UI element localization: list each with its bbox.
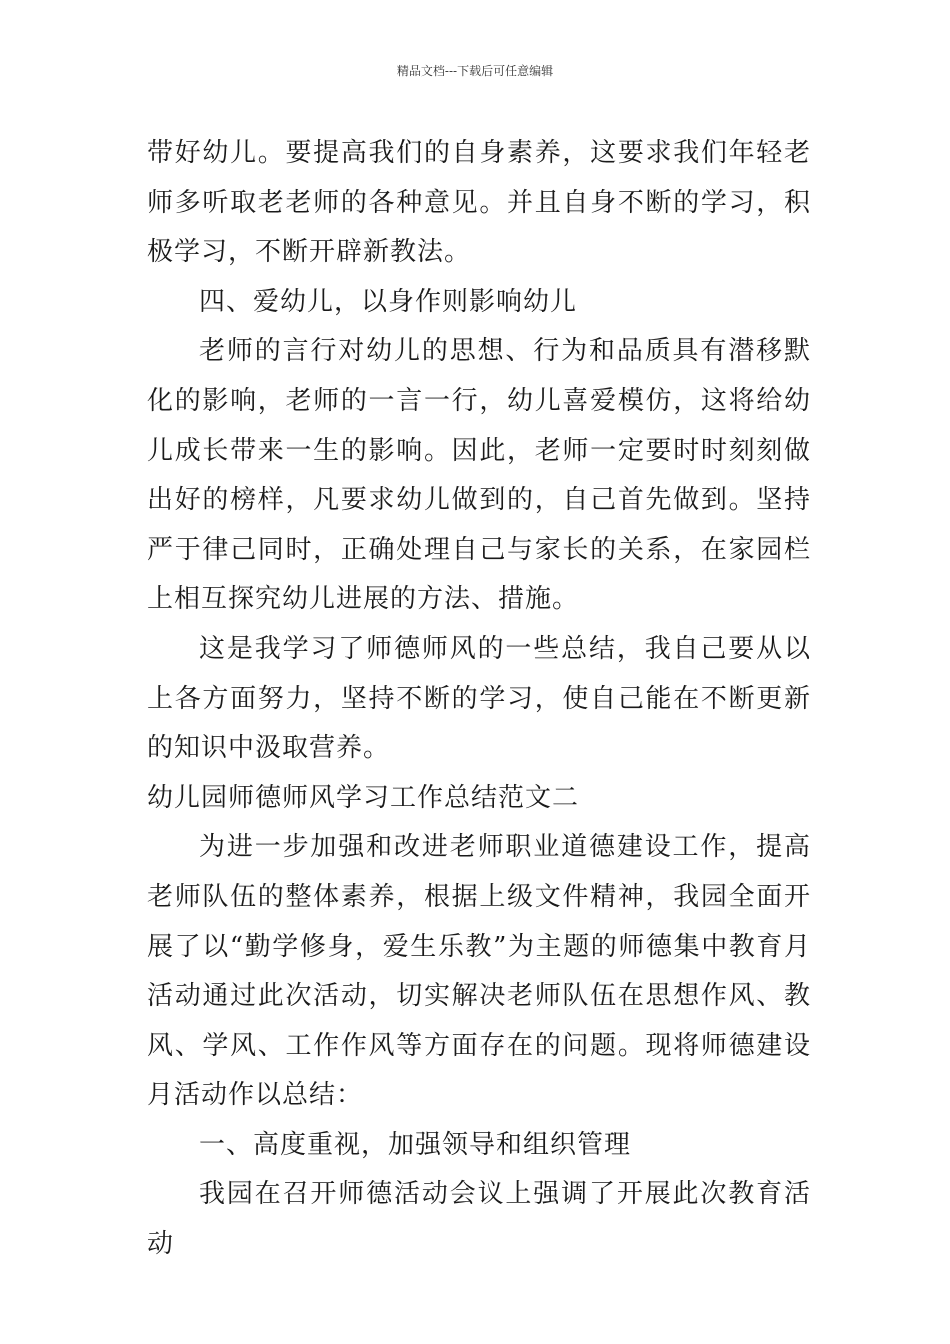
paragraph: 我园在召开师德活动会议上强调了开展此次教育活动 (147, 1179, 811, 1260)
paragraph-continuation: 带好幼儿。要提高我们的自身素养，这要求我们年轻老师多听取老老师的各种意见。并且自身不断的学习，积极学习，不断开辟新教法。 (147, 138, 811, 268)
page-header: 精品文档---下载后可任意编辑 (396, 64, 554, 78)
paragraph: 这是我学习了师德师风的一些总结，我自己要从以上各方面努力，坚持不断的学习，使自己能在不断更新的知识中汲取营养。 (147, 633, 811, 764)
section-heading-four: 四、爱幼儿，以身作则影响幼儿 (199, 286, 578, 317)
paragraph: 老师的言行对幼儿的思想、行为和品质具有潜移默化的影响，老师的一言一行，幼儿喜爱模仿，这将给幼儿成长带来一生的影响。因此，老师一定要时时刻刻做出好的榜样，凡要求幼儿做到的，自己首先做到。坚持严于律己同时，正确处理自己与家长的关系，在家园栏上相互探究幼儿进展的方法、措施。 (147, 336, 811, 615)
document-body (147, 129, 811, 1270)
section-heading-one: 一、高度重视，加强领导和组织管理 (199, 1129, 632, 1160)
article-title-two: 幼儿园师德师风学习工作总结范文二 (147, 782, 580, 813)
paragraph: 为进一步加强和改进老师职业道德建设工作，提高老师队伍的整体素养，根据上级文件精神，我园全面开展了以“勤学修身，爱生乐教”为主题的师德集中教育月活动通过此次活动，切实解决老师队伍在思想作风、教风、学风、工作作风等方面存在的问题。现将师德建设月活动作以总结： (147, 832, 811, 1111)
